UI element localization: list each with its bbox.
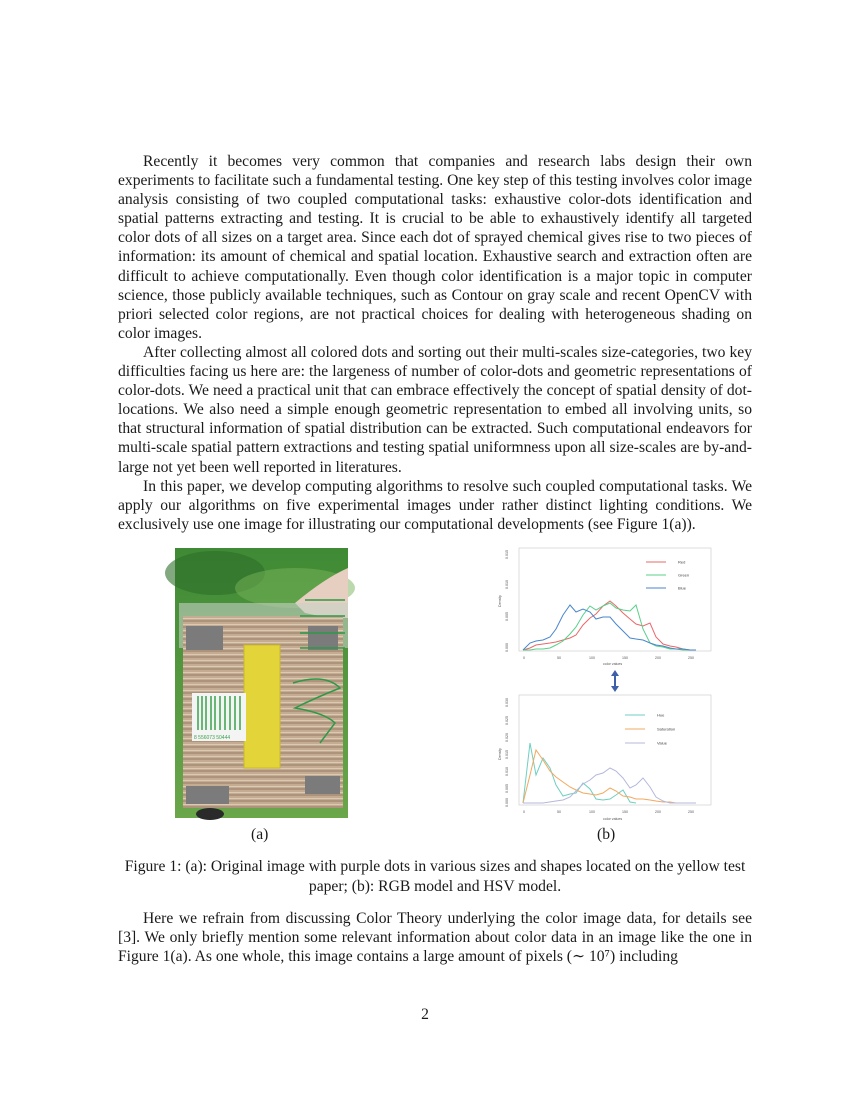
svg-text:0.005: 0.005 (505, 612, 509, 621)
paragraph: In this paper, we develop computing algorithms to resolve such coupled computational tasks. We apply our algorithms on five experimental images under rather distinct lighting conditions. We exclusively use one image for illustrating our computational developments (see Figure 1(a)). (118, 477, 752, 533)
figure-caption: Figure 1: (a): Original image with purple dots in various sizes and shapes located on the yellow test paper; (b): RGB model and HSV model. (124, 858, 746, 895)
svg-text:Value: Value (657, 740, 667, 746)
svg-text:color values: color values (603, 817, 623, 821)
rgb-density-chart (498, 548, 711, 666)
figure-1b-charts (498, 545, 718, 827)
svg-text:0.010: 0.010 (505, 580, 509, 589)
svg-text:0.030: 0.030 (505, 698, 509, 707)
svg-text:Blue: Blue (678, 585, 687, 591)
svg-text:0.010: 0.010 (505, 767, 509, 776)
svg-text:0.015: 0.015 (505, 750, 509, 759)
body-text-bottom (118, 909, 752, 966)
svg-text:0.025: 0.025 (505, 716, 509, 725)
svg-text:0.005: 0.005 (505, 784, 509, 793)
svg-text:50: 50 (557, 810, 561, 814)
svg-text:0.020: 0.020 (505, 733, 509, 742)
svg-text:150: 150 (622, 656, 628, 660)
paragraph: Here we refrain from discussing Color Theory underlying the color image data, for details see [3]. We only briefly mention some relevant information about color data in an image like the one in Figure 1(a). As one whole, this image contains a large amount of pixels (∼ 10⁷) including (118, 910, 752, 966)
svg-text:250: 250 (688, 656, 694, 660)
subcaption-b: (b) (597, 826, 616, 843)
svg-text:color values: color values (603, 662, 623, 666)
svg-text:Density: Density (498, 595, 502, 607)
svg-text:50: 50 (557, 656, 561, 660)
svg-text:250: 250 (688, 810, 694, 814)
svg-text:Green: Green (678, 572, 690, 578)
svg-text:Hue: Hue (657, 712, 665, 718)
svg-text:200: 200 (655, 656, 661, 660)
svg-text:Saturation: Saturation (657, 726, 676, 732)
svg-text:0: 0 (523, 810, 525, 814)
hsv-density-chart (498, 695, 711, 821)
double-vertical-arrow-icon (611, 670, 619, 692)
svg-text:100: 100 (589, 656, 595, 660)
svg-text:200: 200 (655, 810, 661, 814)
page-number: 2 (421, 1006, 429, 1023)
subcaption-a: (a) (251, 826, 269, 843)
test-paper-photo-image (175, 548, 348, 818)
paragraph: After collecting almost all colored dots and sorting out their multi-scales size-categories, two key difficulties facing us here are: the largeness of number of color-dots and geometric representations of color-dots. We need a practical unit that can embrace effectively the concept of spatial density of dot-locations. We also need a simple enough geometric representation to embed all involving units, so that structural information of spatial distribution can be extracted. Such computational endeavors for multi-scale spatial pattern extractions and testing spatial uniformness upon all size-scales are by-and-large not yet been well reported in literatures. (118, 343, 752, 476)
body-text-top (118, 152, 752, 534)
svg-text:Red: Red (678, 559, 686, 565)
svg-text:0.015: 0.015 (505, 550, 509, 559)
paragraph: Recently it becomes very common that companies and research labs design their own experiments to facilitate such a fundamental testing. One key step of this testing involves color image analysis consisting of two coupled computational tasks: exhaustive color-dots identification and spatial patterns extracting and testing. It is crucial to be able to exhaustively identify all targeted color dots of all sizes on a target area. Since each dot of sprayed chemical gives rise to two pieces of information: its amount of chemical and spatial location. Exhaustive search and extraction often are difficult to achieve computationally. Even though color identification is a major topic in computer science, those publicly available techniques, such as Contour on gray scale and recent OpenCV with priori selected color regions, are not practical choices for dealing with heterogeneous shading on color images. (118, 153, 752, 342)
svg-text:8 556073 50444: 8 556073 50444 (194, 735, 231, 741)
svg-text:0: 0 (523, 656, 525, 660)
svg-text:100: 100 (589, 810, 595, 814)
svg-text:0.000: 0.000 (505, 643, 509, 652)
figure-1a-photo (175, 548, 348, 818)
svg-text:150: 150 (622, 810, 628, 814)
svg-text:Density: Density (498, 748, 502, 760)
svg-text:0.000: 0.000 (505, 798, 509, 807)
